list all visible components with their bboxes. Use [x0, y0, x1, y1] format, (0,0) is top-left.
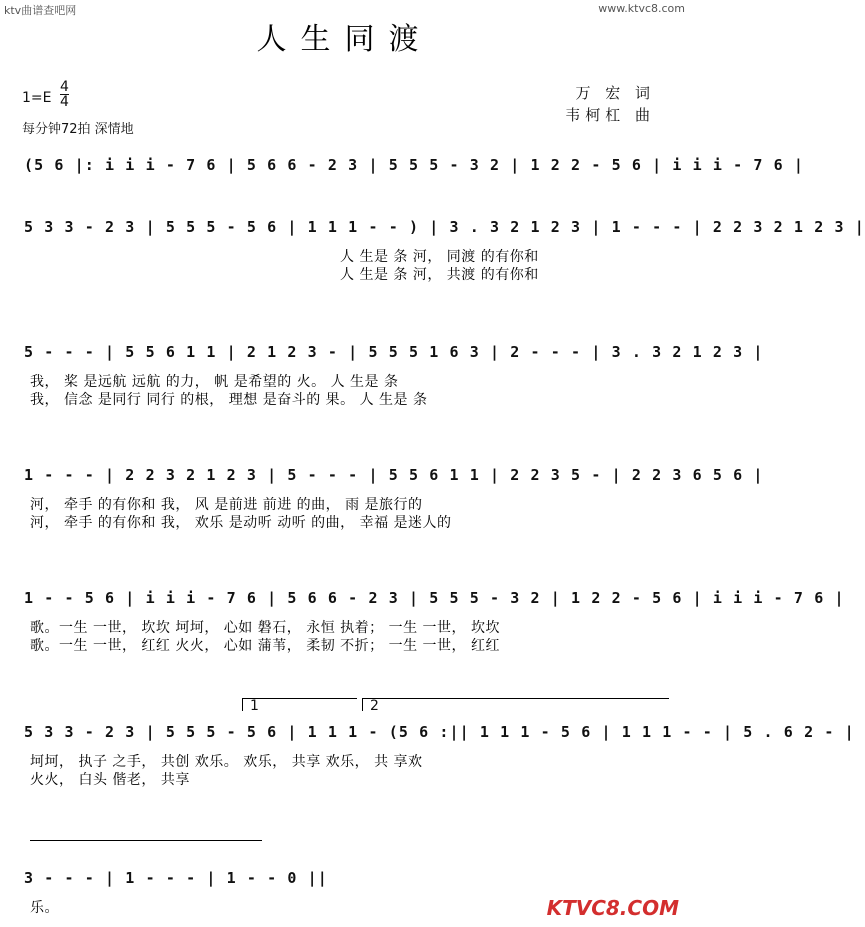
- time-signature-bottom: 4: [60, 94, 69, 110]
- site-logo: KTVC8.COM: [546, 896, 679, 920]
- site-watermark-left: ktv曲谱查吧网: [4, 4, 77, 17]
- lyric-row-3-verse-1: 我， 桨 是远航 远航 的力， 帆 是希望的 火。 人 生是 条: [30, 374, 399, 390]
- lyric-row-7: 乐。: [30, 900, 59, 916]
- score-row-3: 5 - - - | 5 5 6 1 1 | 2 1 2 3 - | 5 5 5 1 6 3 | 2 - - - | 3 . 3 2 1 2 3 |: [24, 343, 764, 361]
- score-row-2: 5 3 3 - 2 3 | 5 5 5 - 5 6 | 1 1 1 - - ) | 3 . 3 2 1 2 3 | 1 - - - | 2 2 3 2 1 2 3 |: [24, 218, 865, 236]
- lyricist-credit: 万 宏 词: [575, 84, 655, 102]
- key-signature: 1=E: [22, 90, 52, 106]
- time-signature-top: 4: [60, 79, 69, 95]
- score-row-1: (5 6 |: i i i - 7 6 | 5 6 6 - 2 3 | 5 5 5 - 3 2 | 1 2 2 - 5 6 | i i i - 7 6 |: [24, 156, 805, 174]
- score-row-7: 3 - - - | 1 - - - | 1 - - 0 ||: [24, 869, 328, 887]
- tie-line: [30, 840, 262, 841]
- lyric-row-4-verse-1: 河， 牵手 的有你和 我， 风 是前进 前进 的曲， 雨 是旅行的: [30, 497, 423, 513]
- lyric-row-6-verse-2: 火火， 白头 偕老， 共享: [30, 772, 190, 788]
- lyric-row-6-verse-1: 坷坷， 执子 之手， 共创 欢乐。 欢乐， 共享 欢乐， 共 享欢: [30, 754, 423, 770]
- tempo-marking: 每分钟72拍 深情地: [22, 122, 134, 137]
- volta-bracket-2: [362, 698, 669, 711]
- volta-bracket-1: [242, 698, 357, 711]
- lyric-row-2-verse-2: 人 生是 条 河， 共渡 的有你和: [340, 267, 539, 283]
- lyric-row-2-verse-1: 人 生是 条 河， 同渡 的有你和: [340, 249, 539, 265]
- lyric-row-5-verse-1: 歌。一生 一世， 坎坎 坷坷， 心如 磐石， 永恒 执着； 一生 一世， 坎坎: [30, 620, 501, 636]
- song-title: 人生同渡: [256, 22, 433, 57]
- score-row-5: 1 - - 5 6 | i i i - 7 6 | 5 6 6 - 2 3 | 5 5 5 - 3 2 | 1 2 2 - 5 6 | i i i - 7 6 |: [24, 589, 845, 607]
- volta-number-1: 1: [250, 698, 259, 714]
- score-row-6: 5 3 3 - 2 3 | 5 5 5 - 5 6 | 1 1 1 - (5 6 :|| 1 1 1 - 5 6 | 1 1 1 - - | 5 . 6 2 - |: [24, 723, 855, 741]
- time-signature: [60, 80, 69, 109]
- lyric-row-5-verse-2: 歌。一生 一世， 红红 火火， 心如 蒲苇， 柔韧 不折； 一生 一世， 红红: [30, 638, 501, 654]
- lyric-row-3-verse-2: 我， 信念 是同行 同行 的根， 理想 是奋斗的 果。 人 生是 条: [30, 392, 428, 408]
- site-watermark-right: www.ktvc8.com: [598, 2, 685, 15]
- score-row-4: 1 - - - | 2 2 3 2 1 2 3 | 5 - - - | 5 5 6 1 1 | 2 2 3 5 - | 2 2 3 6 5 6 |: [24, 466, 764, 484]
- lyric-row-4-verse-2: 河， 牵手 的有你和 我， 欢乐 是动听 动听 的曲， 幸福 是迷人的: [30, 515, 452, 531]
- volta-number-2: 2: [370, 698, 379, 714]
- composer-credit: 韦柯杠 曲: [565, 106, 655, 124]
